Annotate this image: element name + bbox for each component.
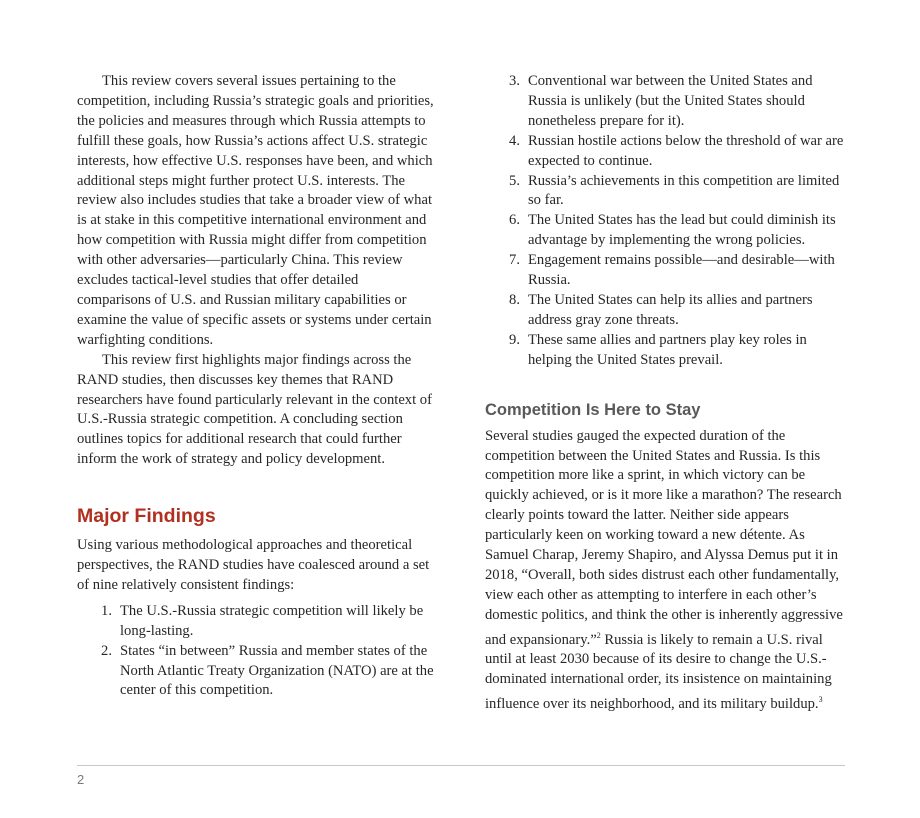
list-item <box>485 72 845 132</box>
list-item-text: The United States can help its allies and partners address gray zone threats. <box>528 291 813 328</box>
list-item-number: 1. <box>101 602 112 619</box>
list-item <box>485 331 845 371</box>
list-item-text: These same allies and partners play key roles in helping the United States prevail. <box>528 331 807 368</box>
page-number: 2 <box>77 772 85 787</box>
list-item <box>77 642 435 702</box>
list-item-text: Conventional war between the United States and Russia is unlikely (but the United States should nonetheless prepare for it). <box>528 73 813 129</box>
list-item <box>485 251 845 291</box>
list-item-number: 8. <box>509 291 520 308</box>
footer-divider <box>77 765 845 766</box>
list-item <box>485 132 845 172</box>
list-item-number: 2. <box>101 642 112 659</box>
list-item-text: Russia’s achievements in this competition are limited so far. <box>528 172 840 209</box>
right-column <box>485 72 845 715</box>
list-item <box>485 211 845 251</box>
list-item-text: The United States has the lead but could diminish its advantage by implementing the wrong policies. <box>528 212 836 249</box>
list-item-number: 9. <box>509 331 520 348</box>
major-findings-heading: Major Findings <box>77 505 216 528</box>
list-item-number: 6. <box>509 212 520 229</box>
competition-subheading: Competition Is Here to Stay <box>485 400 701 419</box>
footnote-ref-2[interactable]: 2 <box>596 630 601 640</box>
list-item <box>485 291 845 331</box>
list-item-text: States “in between” Russia and member states of the North Atlantic Treaty Organization (NATO) are at the center of this competition. <box>120 642 434 699</box>
findings-list-part-1 <box>77 602 435 702</box>
findings-list-part-2 <box>485 72 845 371</box>
competition-paragraph-text: Several studies gauged the expected duration of the competition between the United States and Russia. Is this competition more like a sprint, in which victory can be quickly achieved, or is it more like a marathon? The research clearly points toward the latter. Neither side appears particularly keen on working toward a new détente. As Samuel Charap, Jeremy Shapiro, and Alyssa Demus put it in 2018, “Overall, both sides distrust each other fundamentally, view each other as attempting to interfere in each other’s domestic politics, and think the other is inherently aggressive and expansionary.” <box>485 427 843 648</box>
competition-paragraph-text-2: Russia is likely to remain a U.S. rival until at least 2030 because of its desire to change the U.S.-dominated international order, its insistence on maintaining influence over its neighborhood, and its military buildup. <box>485 631 832 713</box>
list-item-number: 4. <box>509 132 520 149</box>
list-item-number: 5. <box>509 172 520 189</box>
list-item-text: Russian hostile actions below the threshold of war are expected to continue. <box>528 132 844 169</box>
left-column <box>77 72 435 701</box>
list-item-number: 3. <box>509 73 520 89</box>
list-item-number: 7. <box>509 252 520 269</box>
review-outline-paragraph: This review first highlights major findings across the RAND studies, then discusses key themes that RAND researchers have found particularly relevant in the context of U.S.-Russia strategic competition. A concluding section outlines topics for additional research that could further inform the work of strategy and policy development. <box>77 351 432 468</box>
competition-paragraph <box>485 427 845 715</box>
major-findings-intro: Using various methodological approaches and theoretical perspectives, the RAND studies have coalesced around a set of nine relatively consistent findings: <box>77 537 430 593</box>
list-item-text: The U.S.-Russia strategic competition will likely be long-lasting. <box>120 602 424 639</box>
intro-paragraph: This review covers several issues pertaining to the competition, including Russia’s strategic goals and priorities, the policies and measures through which Russia attempts to fulfill these goals, how Russia’s actions affect U.S. strategic interests, how effective U.S. responses have been, and which additional steps might further protect U.S. interests. The review also includes studies that take a broader view of what is at stake in this competitive international environment and how competition with Russia might differ from competition with other adversaries—particularly China. This review excludes tactical-level studies that offer detailed comparisons of U.S. and Russian military capabilities or examine the value of specific assets or systems under certain warfighting conditions. <box>77 73 434 348</box>
list-item <box>485 172 845 212</box>
footnote-ref-3[interactable]: 3 <box>818 695 823 705</box>
list-item-text: Engagement remains possible—and desirable—with Russia. <box>528 252 835 289</box>
list-item <box>77 602 435 642</box>
